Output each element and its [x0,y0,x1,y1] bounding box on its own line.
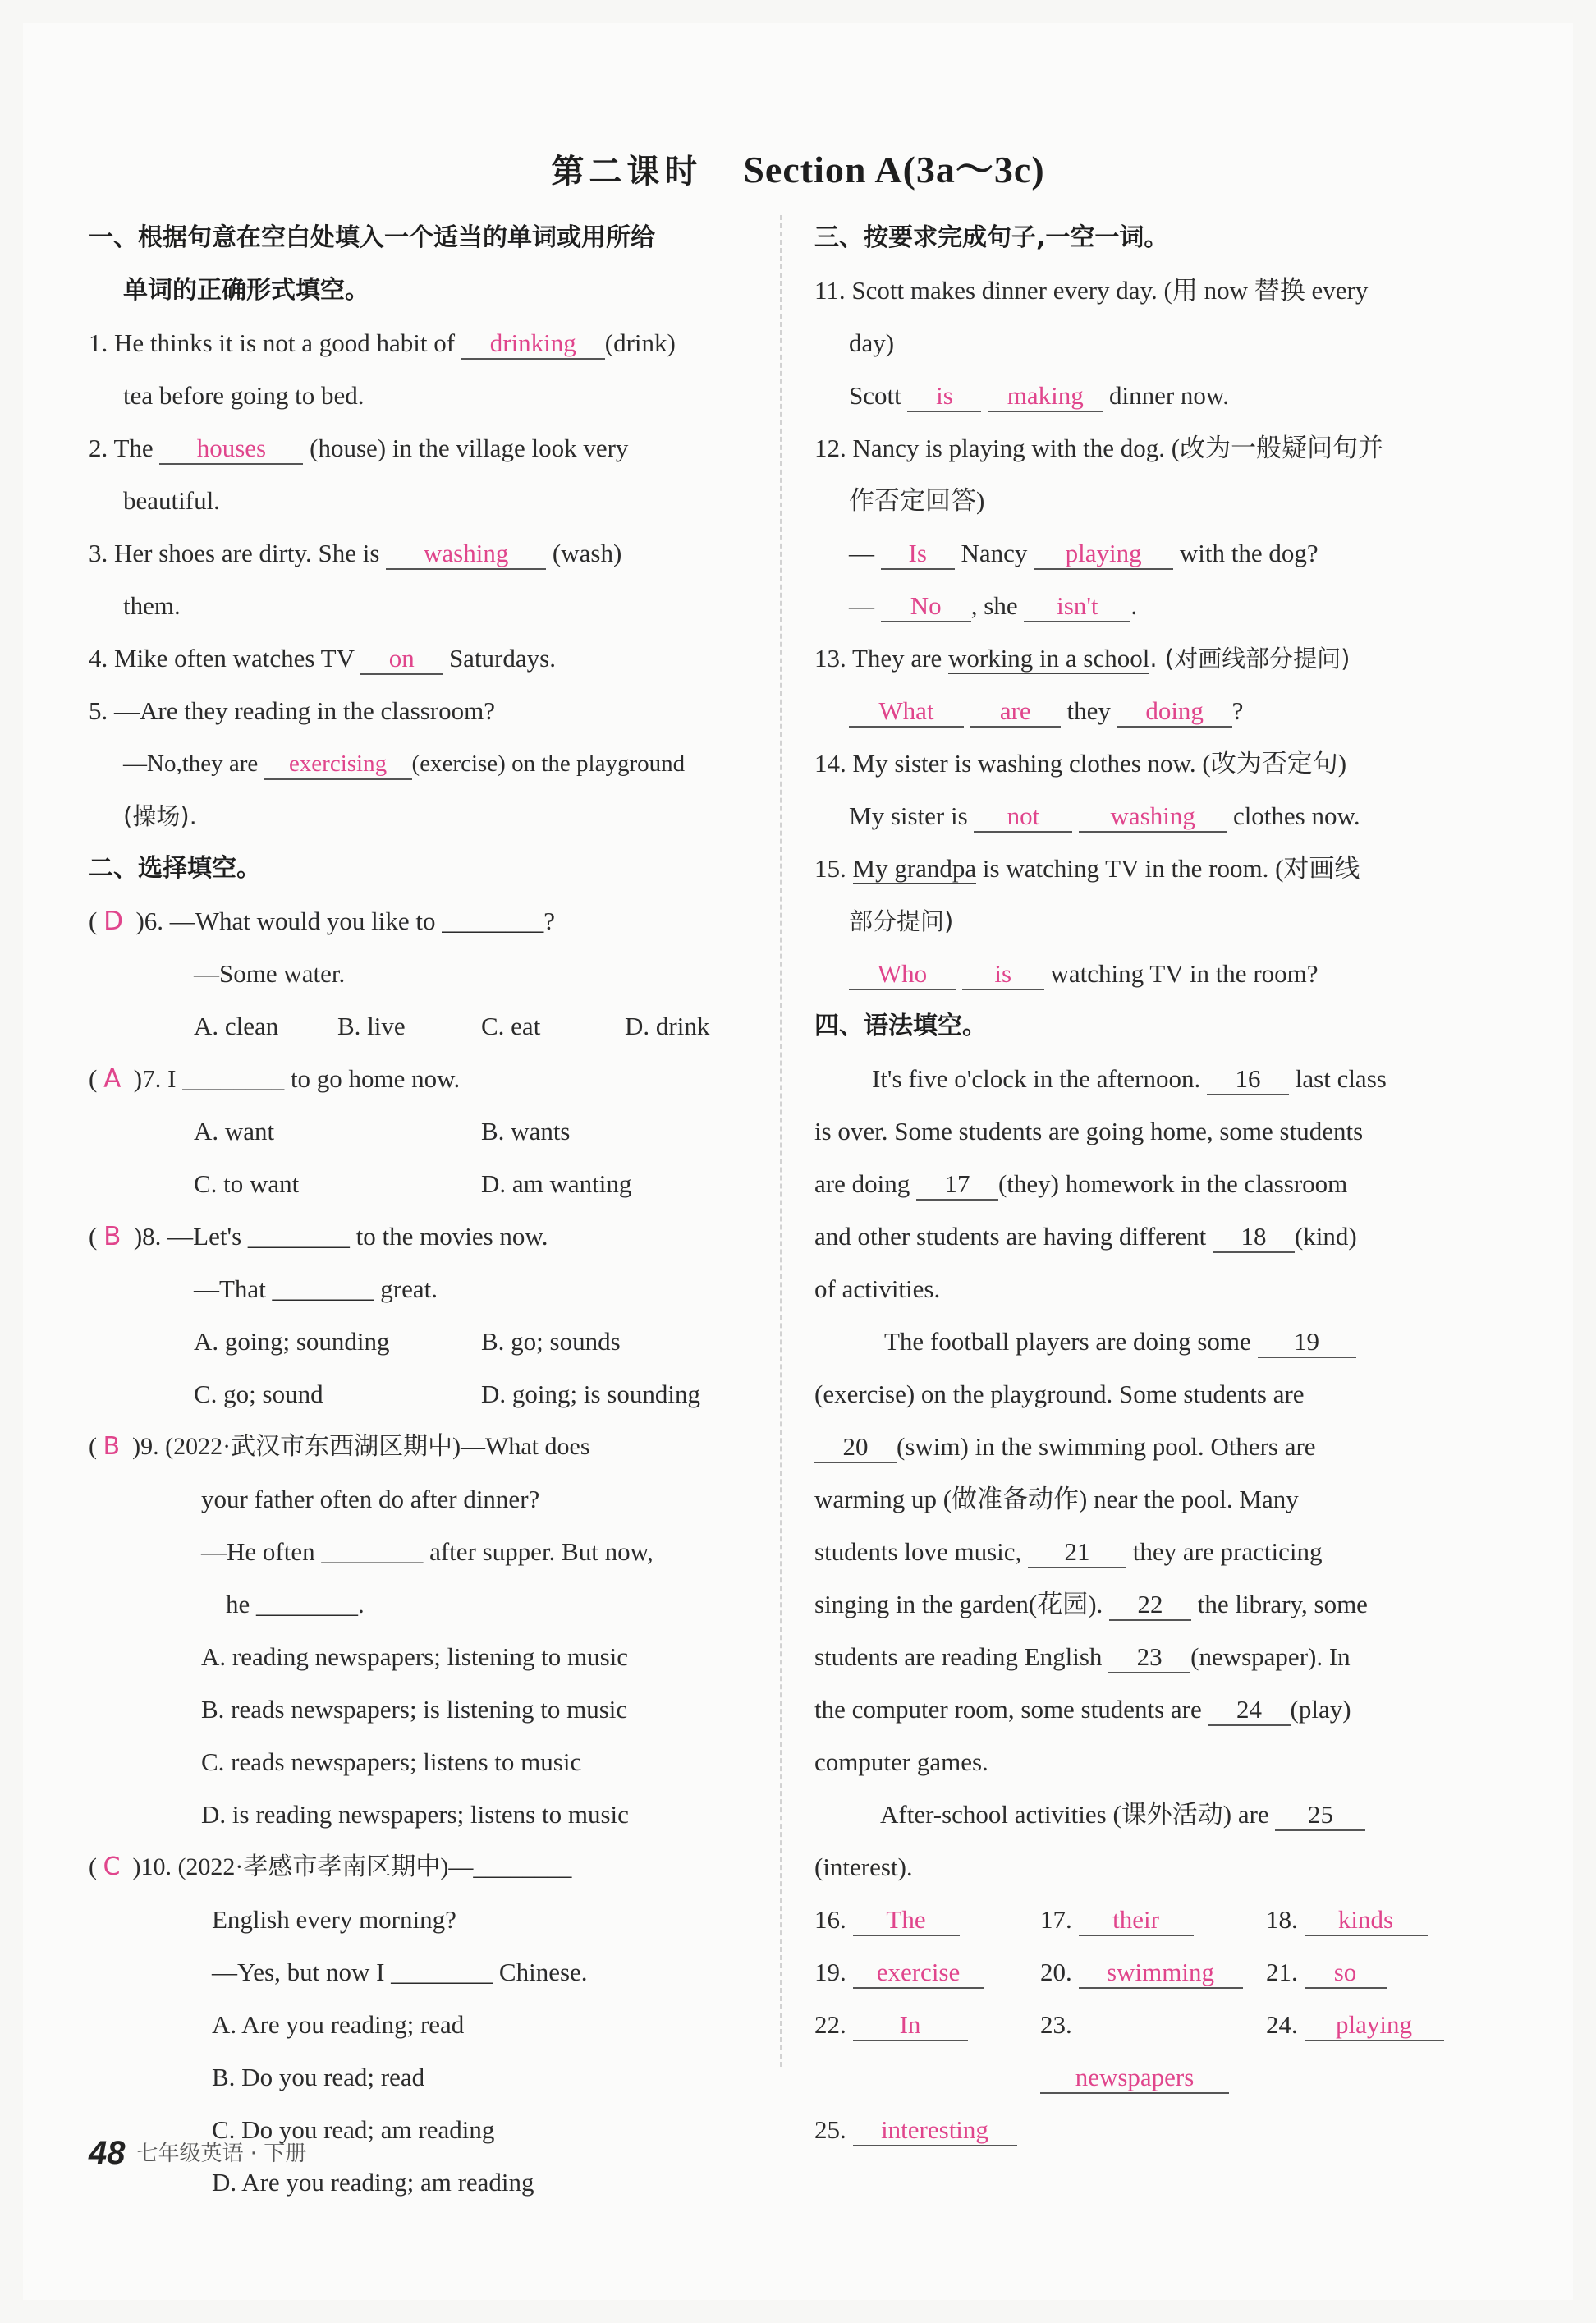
answer-blank: No [881,591,971,622]
answer-blank: Who [849,959,956,990]
passage-line: warming up (做准备动作) near the pool. Many [814,1485,1299,1513]
cloze-answer: 22. In [814,1999,1040,2104]
passage-line: singing in the garden(花园). 22 the library, some [814,1578,1494,1631]
question-7-options: A. want B. wants [194,1117,571,1145]
question-13: 13. They are working in a school. (对画线部分提问) [814,644,1351,673]
passage-line: (exercise) on the playground. Some students are [814,1380,1305,1408]
cloze-answer: 20. swimming [1040,1946,1266,1999]
question-10-option-d: D. Are you reading; am reading [212,2168,534,2197]
question-7: ( A )7. I ________ to go home now. [89,1064,461,1094]
passage-line: is over. Some students are going home, some students [814,1117,1364,1145]
question-12-answer-2: — No , she isn't . [814,580,1494,632]
question-15-cont: 部分提问) [849,907,954,935]
underlined-phrase: My grandpa [852,854,977,883]
question-8: ( B )8. —Let's ________ to the movies now. [89,1222,548,1251]
question-15: 15. My grandpa is watching TV in the room. (对画线 [814,854,1360,883]
question-8-reply: —That ________ great. [194,1274,438,1303]
question-3-cont: them. [123,591,181,620]
choice-answer: C [103,1852,121,1881]
question-5-reply: —No,they are exercising (exercise) on the playground [89,737,764,790]
cloze-answer: 18. kinds [1266,1894,1488,1946]
page-number: 48 [89,2135,126,2171]
part2-heading: 二、选择填空。 [89,854,261,883]
answer-blank: exercising [264,749,412,780]
choice-answer: B [103,1432,121,1461]
answer-blank: is [962,959,1044,990]
question-10-option-b: B. Do you read; read [212,2063,425,2091]
answer-blank: isn't [1024,591,1130,622]
answer-blank: playing [1034,539,1173,570]
question-14-answer: My sister is not washing clothes now. [814,790,1494,842]
question-4: 4. Mike often watches TV on Saturdays. [89,632,764,685]
question-8-options: A. going; sounding B. go; sounds [194,1327,621,1356]
question-10-option-a: A. Are you reading; read [212,2010,465,2039]
part1-heading: 一、根据句意在空白处填入一个适当的单词或用所给 [89,223,655,252]
question-10-l2: English every morning? [212,1905,456,1934]
question-9: ( B )9. (2022·武汉市东西湖区期中)—What does [89,1432,590,1461]
question-2-cont: beautiful. [123,486,220,515]
question-10-option-c: C. Do you read; am reading [212,2115,495,2144]
question-11: 11. Scott makes dinner every day. (用 now 替换 every [814,276,1369,305]
page-footer [89,2135,306,2172]
cloze-answer: 23. newspapers [1040,1999,1266,2104]
question-11-answer: Scott is making dinner now. [814,370,1494,422]
answer-blank: is [907,381,981,412]
page-title [0,140,1596,194]
question-9-option-c: C. reads newspapers; listens to music [201,1747,582,1776]
answer-blank: doing [1117,696,1232,728]
answer-blank: not [974,801,1072,833]
answer-blank: What [849,696,964,728]
answer-blank: Is [881,539,955,570]
passage-line: the computer room, some students are 24 (play) [814,1683,1494,1736]
answer-blank: washing [1079,801,1227,833]
question-9-option-d: D. is reading newspapers; listens to music [201,1800,629,1829]
passage-line: After-school activities (课外活动) are 25 [814,1788,1494,1841]
underlined-phrase: working in a school [947,644,1150,673]
book-title: 七年级英语 · 下册 [136,2142,307,2166]
passage-line: students are reading English 23 (newspaper). In [814,1631,1494,1683]
cloze-passage [814,1053,1494,1894]
cloze-answer: 21. so [1266,1946,1488,1999]
cloze-answer: 24. playing [1266,1999,1488,2104]
question-1: 1. He thinks it is not a good habit of drinking (drink) [89,317,764,370]
cloze-answer: 17. their [1040,1894,1266,1946]
cloze-answer: 19. exercise [814,1946,1040,1999]
question-6-options: A. clean B. live C. eat D. drink [194,1012,710,1040]
question-9-l4: he ________. [226,1590,365,1618]
question-11-cont: day) [849,328,895,357]
question-6-reply: —Some water. [194,959,346,988]
cloze-answer: 16. The [814,1894,1040,1946]
answer-blank: on [360,644,443,675]
answer-blank: are [970,696,1061,728]
question-5: 5. —Are they reading in the classroom? [89,696,495,725]
cloze-answer: 25. interesting [814,2104,1266,2156]
part1-heading-cont: 单词的正确形式填空。 [123,276,369,305]
choice-answer: A [103,1064,122,1094]
passage-line: and other students are having different 18 (kind) [814,1210,1494,1263]
passage-line: of activities. [814,1274,941,1303]
question-1-cont: tea before going to bed. [123,381,365,410]
question-15-answer: Who is watching TV in the room? [814,948,1494,1000]
question-5-note: (操场). [123,802,197,830]
question-10-l3: —Yes, but now I ________ Chinese. [212,1958,588,1986]
passage-line: students love music, 21 they are practicing [814,1526,1494,1578]
question-12-cont: 作否定回答) [849,486,985,515]
passage-line: 20 (swim) in the swimming pool. Others are [814,1421,1494,1473]
question-10: ( C )10. (2022·孝感市孝南区期中)—________ [89,1852,572,1881]
choice-answer: B [103,1222,122,1251]
question-2: 2. The houses (house) in the village look very [89,422,764,475]
lesson-label: 第二课时 [551,153,703,191]
passage-line: It's five o'clock in the afternoon. 16 last class [814,1053,1494,1105]
question-9-option-a: A. reading newspapers; listening to music [201,1642,629,1671]
section-label: Section A(3a～3c) [743,149,1045,191]
answer-blank: washing [386,539,546,570]
passage-line: are doing 17 (they) homework in the classroom [814,1158,1494,1210]
question-14: 14. My sister is washing clothes now. (改为否定句) [814,749,1347,778]
question-8-options-2: C. go; sound D. going; is sounding [194,1380,700,1408]
passage-line: (interest). [814,1852,913,1881]
question-3: 3. Her shoes are dirty. She is washing (wash) [89,527,764,580]
question-12: 12. Nancy is playing with the dog. (改为一般疑问句并 [814,434,1384,462]
passage-line: computer games. [814,1747,988,1776]
question-9-l2: your father often do after dinner? [201,1485,540,1513]
answer-blank: houses [159,434,303,465]
question-7-options-2: C. to want D. am wanting [194,1169,632,1198]
answer-blank: making [988,381,1103,412]
question-12-answer-1: — Is Nancy playing with the dog? [814,527,1494,580]
question-9-option-b: B. reads newspapers; is listening to music [201,1695,628,1724]
cloze-answer-grid [814,1894,1494,2156]
right-column [814,212,1494,2156]
question-9-l3: —He often ________ after supper. But now, [201,1537,654,1566]
left-column [89,212,764,2209]
part4-heading: 四、语法填空。 [814,1012,987,1040]
part3-heading: 三、按要求完成句子,一空一词。 [814,223,1169,252]
choice-answer: D [103,907,123,936]
question-6: ( D )6. —What would you like to ________? [89,907,556,936]
answer-blank: drinking [461,328,605,360]
column-divider [780,215,782,2067]
passage-line: The football players are doing some 19 [814,1315,1494,1368]
question-13-answer: What are they doing ? [814,685,1494,737]
